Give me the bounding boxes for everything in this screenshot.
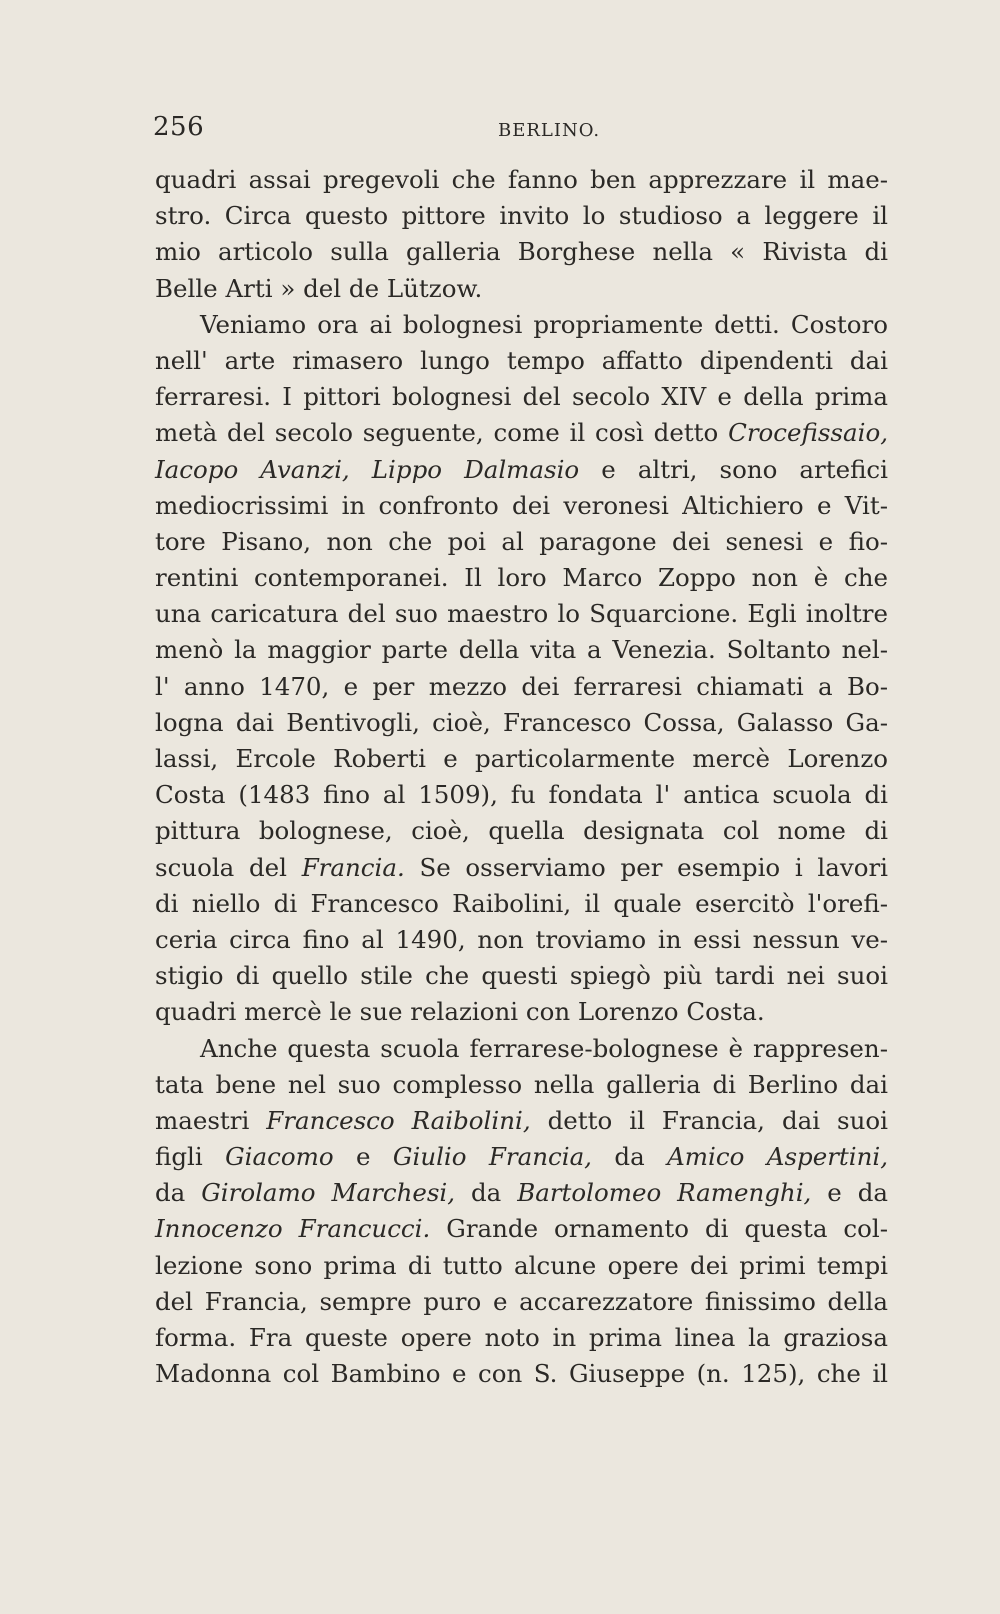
text-line: ceria circa fino al 1490, non troviamo in essi nessun ve- bbox=[155, 924, 888, 954]
text-line: una caricatura del suo maestro lo Squarcione. Egli inoltre bbox=[155, 599, 888, 629]
paragraph-start-line: Anche questa scuola ferrarese-bolognese è rappresen- bbox=[200, 1033, 888, 1063]
text-line: di niello di Francesco Raibolini, il quale esercitò l'orefi- bbox=[155, 888, 888, 918]
text-line: lassi, Ercole Roberti e particolarmente mercè Lorenzo bbox=[155, 744, 888, 773]
text-line: tata bene nel suo complesso nella galleria di Berlino dai bbox=[155, 1069, 888, 1099]
text-line: quadri mercè le sue relazioni con Lorenzo Costa. bbox=[155, 997, 765, 1027]
text-line: menò la maggior parte della vita a Venezia. Soltanto nel- bbox=[155, 635, 888, 665]
text-line: figli Giacomo e Giulio Francia, da Amico Aspertini, bbox=[155, 1142, 888, 1172]
italic-name: Francia. bbox=[301, 852, 405, 882]
text-line: Belle Arti » del de Lützow. bbox=[155, 273, 483, 303]
text-line: forma. Fra queste opere noto in prima linea la graziosa bbox=[155, 1323, 888, 1352]
text-line: logna dai Bentivogli, cioè, Francesco Cossa, Galasso Ga- bbox=[155, 707, 888, 737]
italic-name: Innocenzo Francucci. bbox=[155, 1214, 431, 1244]
text-line: metà del secolo seguente, come il così detto Crocefissaio, bbox=[155, 418, 888, 448]
text-line: nell' arte rimasero lungo tempo affatto dipendenti dai bbox=[155, 345, 888, 375]
text-line: del Francia, sempre puro e accarezzatore finissimo della bbox=[155, 1286, 888, 1316]
page-header bbox=[153, 112, 893, 152]
text-line: Innocenzo Francucci. Grande ornamento di questa col- bbox=[155, 1214, 888, 1244]
italic-name: Iacopo Avanzi, Lippo Dalmasio bbox=[155, 454, 580, 484]
text-line: scuola del Francia. Se osserviamo per esempio i lavori bbox=[155, 852, 888, 882]
text-line: ferraresi. I pittori bolognesi del secolo XIV e della prima bbox=[155, 382, 888, 412]
italic-name: Girolamo Marchesi, bbox=[201, 1178, 456, 1208]
text-line: maestri Francesco Raibolini, detto il Francia, dai suoi bbox=[155, 1105, 888, 1135]
italic-name: Crocefissaio, bbox=[728, 418, 888, 448]
text-line: pittura bolognese, cioè, quella designata col nome di bbox=[155, 816, 888, 846]
body-text bbox=[155, 162, 888, 1392]
text-line: mio articolo sulla galleria Borghese nella « Rivista di bbox=[155, 237, 888, 267]
text-line: stro. Circa questo pittore invito lo studioso a leggere il bbox=[155, 201, 888, 231]
text-line: stigio di quello stile che questi spiegò più tardi nei suoi bbox=[155, 961, 888, 991]
text-line: mediocrissimi in confronto dei veronesi Altichiero e Vit- bbox=[155, 490, 888, 520]
text-line: l' anno 1470, e per mezzo dei ferraresi chiamati a Bo- bbox=[155, 671, 888, 701]
text-line: Madonna col Bambino e con S. Giuseppe (n. 125), che il bbox=[155, 1359, 888, 1389]
italic-name: Francesco Raibolini, bbox=[266, 1105, 531, 1135]
running-head: BERLINO. bbox=[498, 120, 601, 141]
text-line: Costa (1483 fino al 1509), fu fondata l' antica scuola di bbox=[155, 780, 888, 810]
text-line: da Girolamo Marchesi, da Bartolomeo Ramenghi, e da bbox=[155, 1178, 888, 1208]
text-line: quadri assai pregevoli che fanno ben apprezzare il mae- bbox=[155, 165, 888, 194]
italic-name: Giacomo bbox=[225, 1142, 334, 1172]
italic-name: Bartolomeo Ramenghi, bbox=[517, 1178, 812, 1208]
italic-name: Amico Aspertini, bbox=[667, 1142, 888, 1172]
text-line: rentini contemporanei. Il loro Marco Zoppo non è che bbox=[155, 563, 888, 593]
text-line: tore Pisano, non che poi al paragone dei senesi e fio- bbox=[155, 526, 888, 556]
italic-name: Giulio Francia, bbox=[392, 1142, 592, 1172]
paragraph-start-line: Veniamo ora ai bolognesi propriamente detti. Costoro bbox=[200, 309, 888, 339]
text-line: lezione sono prima di tutto alcune opere dei primi tempi bbox=[155, 1250, 888, 1280]
page-number: 256 bbox=[153, 112, 205, 142]
text-line: Iacopo Avanzi, Lippo Dalmasio e altri, sono artefici bbox=[155, 454, 888, 484]
